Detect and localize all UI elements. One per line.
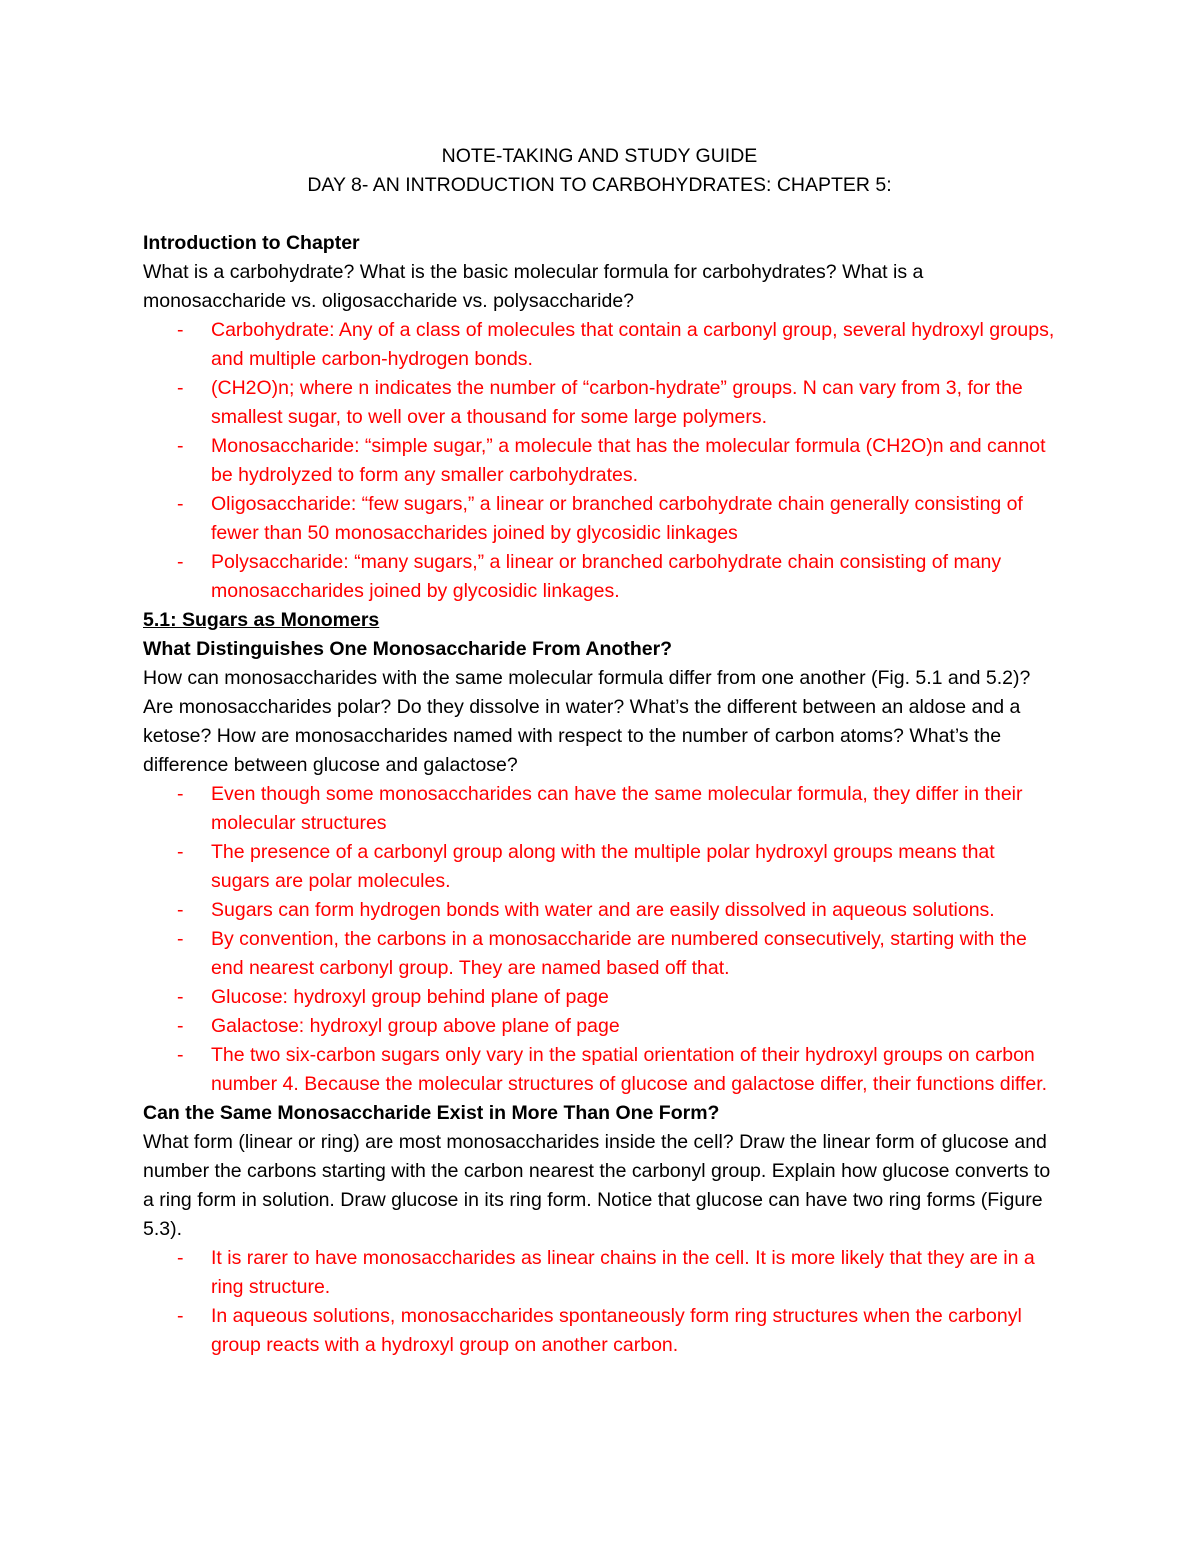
answer-item	[143, 374, 1056, 432]
answer-list	[143, 1244, 1056, 1360]
answer-item	[143, 432, 1056, 490]
answer-item	[143, 1302, 1056, 1360]
answer-list	[143, 316, 1056, 606]
chapter-section-heading: 5.1: Sugars as Monomers	[143, 609, 380, 631]
answer-item	[143, 896, 1056, 925]
section-sugars-as-monomers	[143, 606, 1056, 1099]
bullet-dash: -	[177, 899, 184, 921]
bullet-dash: -	[177, 986, 184, 1008]
answer-text: Polysaccharide: “many sugars,” a linear or branched carbohydrate chain consisting of many monosaccharides joined by glycosidic linkages.	[211, 551, 1002, 602]
section-monosaccharide-forms	[143, 1099, 1056, 1360]
answer-item	[143, 548, 1056, 606]
bullet-dash: -	[177, 928, 184, 950]
bullet-dash: -	[177, 435, 184, 457]
bullet-dash: -	[177, 1044, 184, 1066]
answer-text: The two six-carbon sugars only vary in the spatial orientation of their hydroxyl groups on carbon number 4. Because the molecular structures of glucose and galactose differ, their functions differ.	[211, 1044, 1048, 1095]
bullet-dash: -	[177, 1305, 184, 1327]
section-heading: Introduction to Chapter	[143, 232, 360, 254]
section-question: What form (linear or ring) are most monosaccharides inside the cell? Draw the linear form of glucose and number the carbons starting with the carbon nearest the carbonyl group. Explain how glucose converts to a ring form in solution. Draw glucose in its ring form. Notice that glucose can have two ring forms (Figure 5.3).	[143, 1131, 1051, 1240]
answer-item	[143, 925, 1056, 983]
answer-text: In aqueous solutions, monosaccharides spontaneously form ring structures when the carbonyl group reacts with a hydroxyl group on another carbon.	[211, 1305, 1022, 1356]
bullet-dash: -	[177, 841, 184, 863]
section-question: What is a carbohydrate? What is the basic molecular formula for carbohydrates? What is a monosaccharide vs. oligosaccharide vs. polysaccharide?	[143, 261, 924, 312]
answer-item	[143, 490, 1056, 548]
answer-text: Even though some monosaccharides can have the same molecular formula, they differ in their molecular structures	[211, 783, 1023, 834]
bullet-dash: -	[177, 319, 184, 341]
answer-text: It is rarer to have monosaccharides as linear chains in the cell. It is more likely that they are in a ring structure.	[211, 1247, 1035, 1298]
answer-text: Sugars can form hydrogen bonds with water and are easily dissolved in aqueous solutions.	[211, 899, 995, 921]
answer-text: Carbohydrate: Any of a class of molecules that contain a carbonyl group, several hydroxyl groups, and multiple carbon-hydrogen bonds.	[211, 319, 1055, 370]
answer-item	[143, 983, 1056, 1012]
title-line-1: NOTE-TAKING AND STUDY GUIDE	[441, 145, 758, 167]
answer-text: (CH2O)n; where n indicates the number of “carbon-hydrate” groups. N can vary from 3, for the smallest sugar, to well over a thousand for some large polymers.	[211, 377, 1023, 428]
answer-item	[143, 1012, 1056, 1041]
answer-text: Monosaccharide: “simple sugar,” a molecule that has the molecular formula (CH2O)n and cannot be hydrolyzed to form any smaller carbohydrates.	[211, 435, 1046, 486]
answer-item	[143, 316, 1056, 374]
answer-item	[143, 838, 1056, 896]
answer-list	[143, 780, 1056, 1099]
answer-item	[143, 1041, 1056, 1099]
bullet-dash: -	[177, 783, 184, 805]
answer-text: Glucose: hydroxyl group behind plane of page	[211, 986, 609, 1008]
title-line-2: DAY 8- AN INTRODUCTION TO CARBOHYDRATES: CHAPTER 5:	[307, 174, 892, 196]
bullet-dash: -	[177, 551, 184, 573]
answer-item	[143, 1244, 1056, 1302]
answer-text: Galactose: hydroxyl group above plane of page	[211, 1015, 620, 1037]
section-introduction	[143, 229, 1056, 606]
bullet-dash: -	[177, 1247, 184, 1269]
bullet-dash: -	[177, 377, 184, 399]
answer-text: By convention, the carbons in a monosaccharide are numbered consecutively, starting with the end nearest carbonyl group. They are named based off that.	[211, 928, 1027, 979]
section-question: How can monosaccharides with the same molecular formula differ from one another (Fig. 5.1 and 5.2)? Are monosaccharides polar? Do they dissolve in water? What’s the different between an aldose and a ketose? How are monosaccharides named with respect to the number of carbon atoms? What’s the difference between glucose and galactose?	[143, 667, 1031, 776]
answer-text: Oligosaccharide: “few sugars,” a linear or branched carbohydrate chain generally consisting of fewer than 50 monosaccharides joined by glycosidic linkages	[211, 493, 1023, 544]
section-heading: Can the Same Monosaccharide Exist in More Than One Form?	[143, 1102, 720, 1124]
bullet-dash: -	[177, 1015, 184, 1037]
answer-text: The presence of a carbonyl group along with the multiple polar hydroxyl groups means that sugars are polar molecules.	[211, 841, 995, 892]
answer-item	[143, 780, 1056, 838]
bullet-dash: -	[177, 493, 184, 515]
section-heading: What Distinguishes One Monosaccharide From Another?	[143, 638, 673, 660]
document-title	[143, 142, 1056, 200]
